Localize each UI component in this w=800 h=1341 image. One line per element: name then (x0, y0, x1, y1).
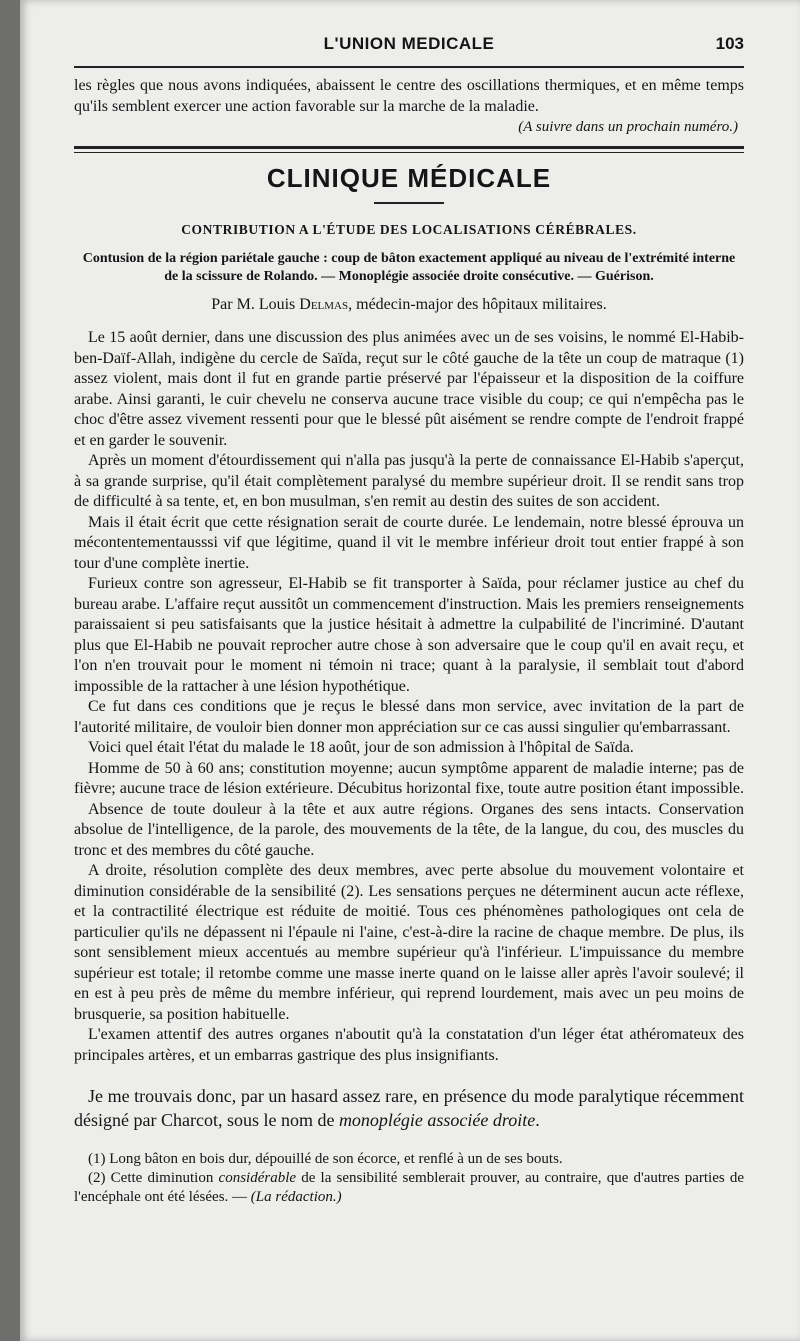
author-suffix: , médecin-major des hôpitaux militaires. (348, 296, 607, 313)
title-underline (374, 202, 444, 204)
footnote-2-emphasis: considérable (218, 1170, 297, 1186)
footnote-2-reference: (La rédaction.) (250, 1189, 342, 1205)
page-header (74, 0, 744, 58)
footnote-2 (74, 1169, 744, 1207)
intro-paragraph: les règles que nous avons indiquées, abaissent le centre des oscillations thermiques, et en même temps qu'ils semblent exercer une action favorable sur la marche de la maladie. (74, 77, 744, 115)
body-paragraph: Homme de 50 à 60 ans; constitution moyenne; aucun symptôme apparent de maladie interne; pas de fièvre; aucune trace de lésion extérieure. Décubitus horizontal fixe, toute autre position étant impossible. (74, 759, 744, 797)
conclusion-paragraph (74, 1084, 744, 1132)
page-content (74, 0, 744, 1207)
case-summary: Contusion de la région pariétale gauche : coup de bâton exactement appliqué au niveau de l'extrémité interne de la scissure de Rolando. — Monoplégie associée droite consécutive. — Guérison. (82, 251, 736, 284)
body-paragraph: Voici quel était l'état du malade le 18 août, jour de son admission à l'hôpital de Saïda. (88, 739, 634, 756)
header-rule (74, 66, 744, 68)
conclusion-text: Je me trouvais donc, par un hasard assez rare, en présence du mode paralytique récemment désigné par Charcot, sous le nom de (74, 1086, 744, 1130)
conclusion-emphasis: monoplégie associée droite (338, 1110, 536, 1130)
article-subtitle: CONTRIBUTION A L'ÉTUDE DES LOCALISATIONS CÉRÉBRALES. (181, 222, 637, 237)
continuation-note: (A suivre dans un prochain numéro.) (518, 119, 738, 135)
section-divider (74, 146, 744, 153)
author-line (74, 296, 744, 314)
body-paragraph: Furieux contre son agresseur, El-Habib se fit transporter à Saïda, pour réclamer justice au chef du bureau arabe. L'affaire reçut aussitôt un commencement d'instruction. Mais les premiers renseignements paraissaient si peu satisfaisants que la justice hésitait à admettre la culpabilité de l'incriminé. D'autant plus que El-Habib ne pouvait reprocher autre chose à son adversaire que le coup qu'il en avait reçu, et l'on n'en trouvait pour le moment ni témoin ni trace; quant à la paralysie, il semblait tout d'abord impossible de la rattacher à une lésion hypothétique. (74, 575, 744, 695)
page-number: 103 (715, 34, 744, 53)
body-paragraph: Après un moment d'étourdissement qui n'alla pas jusqu'à la perte de connaissance El-Habib s'aperçut, à sa grande surprise, qu'il était complètement paralysé du membre supérieur droit. Il se rendit sans trop de difficulté à sa tente, et, en bon musulman, s'en remit au destin des suites de son accident. (74, 452, 744, 510)
footnote-2-start: (2) Cette diminution (88, 1170, 214, 1186)
footnote-1: (1) Long bâton en bois dur, dépouillé de son écorce, et renflé à un de ses bouts. (88, 1151, 563, 1167)
section-title: CLINIQUE MÉDICALE (266, 163, 552, 193)
author-prefix: Par M. Louis (211, 296, 296, 313)
body-paragraph: Le 15 août dernier, dans une discussion des plus animées avec un de ses voisins, le nommé El-Habib-ben-Daïf-Allah, indigène du cercle de Saïda, reçut sur le côté gauche de la tête un coup de matraque (1) assez violent, mais dont il fut en grande partie préservé par l'épaisseur et la disposition de la coiffure arabe. Ainsi garanti, le cuir chevelu ne conserva aucune trace visible du coup; ce qui n'empêcha pas le choc d'être assez vivement ressenti pour que le blessé pût aisément se rendre compte de l'endroit frappé et en garder le souvenir. (74, 329, 744, 449)
body-paragraph: L'examen attentif des autres organes n'aboutit qu'à la constatation d'un léger état athéromateux des principales artères, et un embarras gastrique des plus insignifiants. (74, 1026, 744, 1064)
footnotes (74, 1150, 744, 1207)
body-paragraph: A droite, résolution complète des deux membres, avec perte absolue du mouvement volontaire et diminution considérable de la sensibilité (2). Les sensations perçues ne déterminent aucun acte réflexe, et la contractilité électrique est réduite de moitié. Tous ces phénomènes pathologiques ont cela de particulier qu'ils ne dépassent ni l'épaule ni l'aine, c'est-à-dire la racine de chaque membre. De plus, ils sont sensiblement mieux accentués au membre supérieur qu'à l'inférieur. L'impuissance du membre supérieur est totale; il retombe comme une masse inerte quand on le laisse aller après l'avoir soulevé; il en est à peu près de même du membre inférieur, qui reprend lourdement, mais avec un peu moins de brusquerie, sa position habituelle. (74, 862, 744, 1023)
article-body (74, 328, 744, 1066)
body-paragraph: Mais il était écrit que cette résignation serait de courte durée. Le lendemain, notre blessé éprouva un mécontentementausssi vif que légitime, quand il vit le membre inférieur droit tout entier frappé à son tour d'une complète inertie. (74, 513, 744, 572)
author-name: Delmas (299, 296, 349, 313)
footnote-2-text: de la sensibilité semblerait prouver, au contraire, que d'autres parties de l'encéphale ont été lésées. — (74, 1170, 745, 1205)
body-paragraph: Ce fut dans ces conditions que je reçus le blessé dans mon service, avec invitation de la part de l'autorité militaire, de vouloir bien donner mon appréciation sur ce cas aussi singulier qu'embarrassant. (74, 698, 744, 736)
running-head: L'UNION MEDICALE (323, 34, 495, 53)
body-paragraph: Absence de toute douleur à la tête et aux autre régions. Organes des sens intacts. Conservation absolue de l'intelligence, de la parole, des mouvements de la tête, de la langue, du cou, des muscles du tronc et des membres du côté gauche. (74, 800, 744, 859)
conclusion-end: . (535, 1110, 540, 1130)
page-paper (20, 0, 800, 1341)
